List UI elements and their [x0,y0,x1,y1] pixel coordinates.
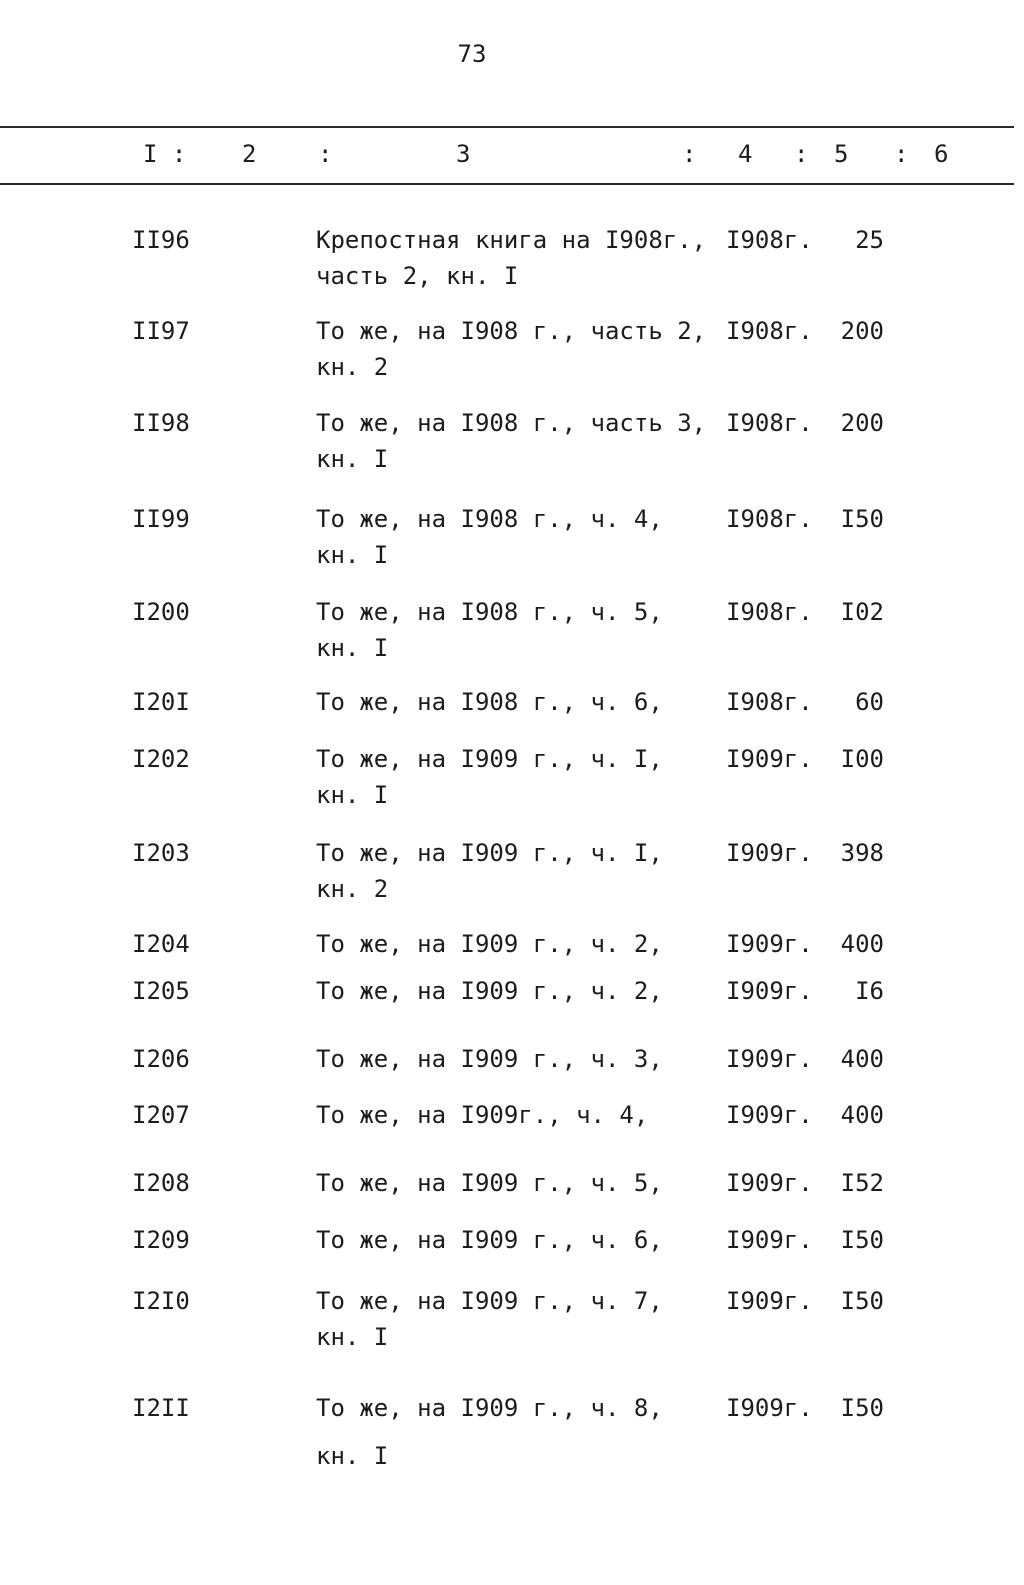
row-number: I202 [132,745,190,773]
row-year: I909г. [726,1287,813,1315]
row-count: 400 [840,1045,884,1073]
row-number: I200 [132,598,190,626]
row-year: I909г. [726,1394,813,1422]
row-count: I50 [840,505,884,533]
row-number: I2I0 [132,1287,190,1315]
row-number: I207 [132,1101,190,1129]
row-description: То же, на I909 г., ч. 2, [316,930,663,958]
row-count: I00 [840,745,884,773]
row-year: I908г. [726,688,813,716]
row-description: То же, на I908 г., ч. 5, кн. I [316,598,663,662]
row-description: То же, на I909 г., ч. I, кн. I [316,745,663,809]
row-year: I909г. [726,1045,813,1073]
row-description: То же, на I908 г., часть 2, кн. 2 [316,317,707,381]
row-count: I50 [840,1287,884,1315]
header-col-6: 6 [934,140,949,168]
row-year: I909г. [726,977,813,1005]
row-description: То же, на I909 г., ч. 7, кн. I [316,1287,663,1351]
header-col-2: 2 [242,140,257,168]
row-number: I20I [132,688,190,716]
row-number: I203 [132,839,190,867]
row-count: 200 [840,409,884,437]
row-year: I909г. [726,930,813,958]
row-description: Крепостная книга на I908г., часть 2, кн. I [316,226,707,290]
row-description: То же, на I909 г., ч. 2, [316,977,663,1005]
header-col-5: 5 [834,140,849,168]
row-number: I204 [132,930,190,958]
row-number: I2II [132,1394,190,1422]
row-year: I908г. [726,226,813,254]
row-count: I6 [855,977,884,1005]
row-number: I206 [132,1045,190,1073]
row-year: I908г. [726,409,813,437]
row-year: I909г. [726,1169,813,1197]
header-col-1: I : [143,140,187,168]
row-count: 60 [855,688,884,716]
row-count: 398 [840,839,884,867]
row-number: II99 [132,505,190,533]
row-number: II98 [132,409,190,437]
header-separator-5: : [894,140,909,168]
row-description: То же, на I908 г., ч. 4, кн. I [316,505,663,569]
row-number: II97 [132,317,190,345]
row-count: I50 [840,1226,884,1254]
row-count: 25 [855,226,884,254]
row-year: I908г. [726,317,813,345]
row-year: I908г. [726,505,813,533]
row-description: То же, на I909г., ч. 4, [316,1101,649,1129]
row-number: I209 [132,1226,190,1254]
row-number: II96 [132,226,190,254]
row-number: I205 [132,977,190,1005]
header-col-3: 3 [456,140,471,168]
row-description: То же, на I908 г., ч. 6, [316,688,663,716]
row-description: То же, на I909 г., ч. I, кн. 2 [316,839,663,903]
row-description: То же, на I909 г., ч. 3, [316,1045,663,1073]
header-separator-4: : [794,140,809,168]
row-number: I208 [132,1169,190,1197]
row-year: I909г. [726,1226,813,1254]
row-description: То же, на I908 г., часть 3, кн. I [316,409,707,473]
row-year: I908г. [726,598,813,626]
row-count: I50 [840,1394,884,1422]
header-col-4: 4 [738,140,753,168]
page-number: 73 [457,40,487,68]
row-count: I52 [840,1169,884,1197]
table-header [0,140,1024,176]
row-year: I909г. [726,1101,813,1129]
header-separator-2: : [318,140,333,168]
row-description: То же, на I909 г., ч. 6, [316,1226,663,1254]
header-top-rule [0,126,1014,128]
row-count: 400 [840,1101,884,1129]
row-description: То же, на I909 г., ч. 5, [316,1169,663,1197]
row-count: 400 [840,930,884,958]
header-bottom-rule [0,183,1014,185]
header-separator-3: : [682,140,697,168]
row-year: I909г. [726,745,813,773]
row-count: 200 [840,317,884,345]
row-year: I909г. [726,839,813,867]
row-count: I02 [840,598,884,626]
row-description: То же, на I909 г., ч. 8, кн. I [316,1394,663,1470]
